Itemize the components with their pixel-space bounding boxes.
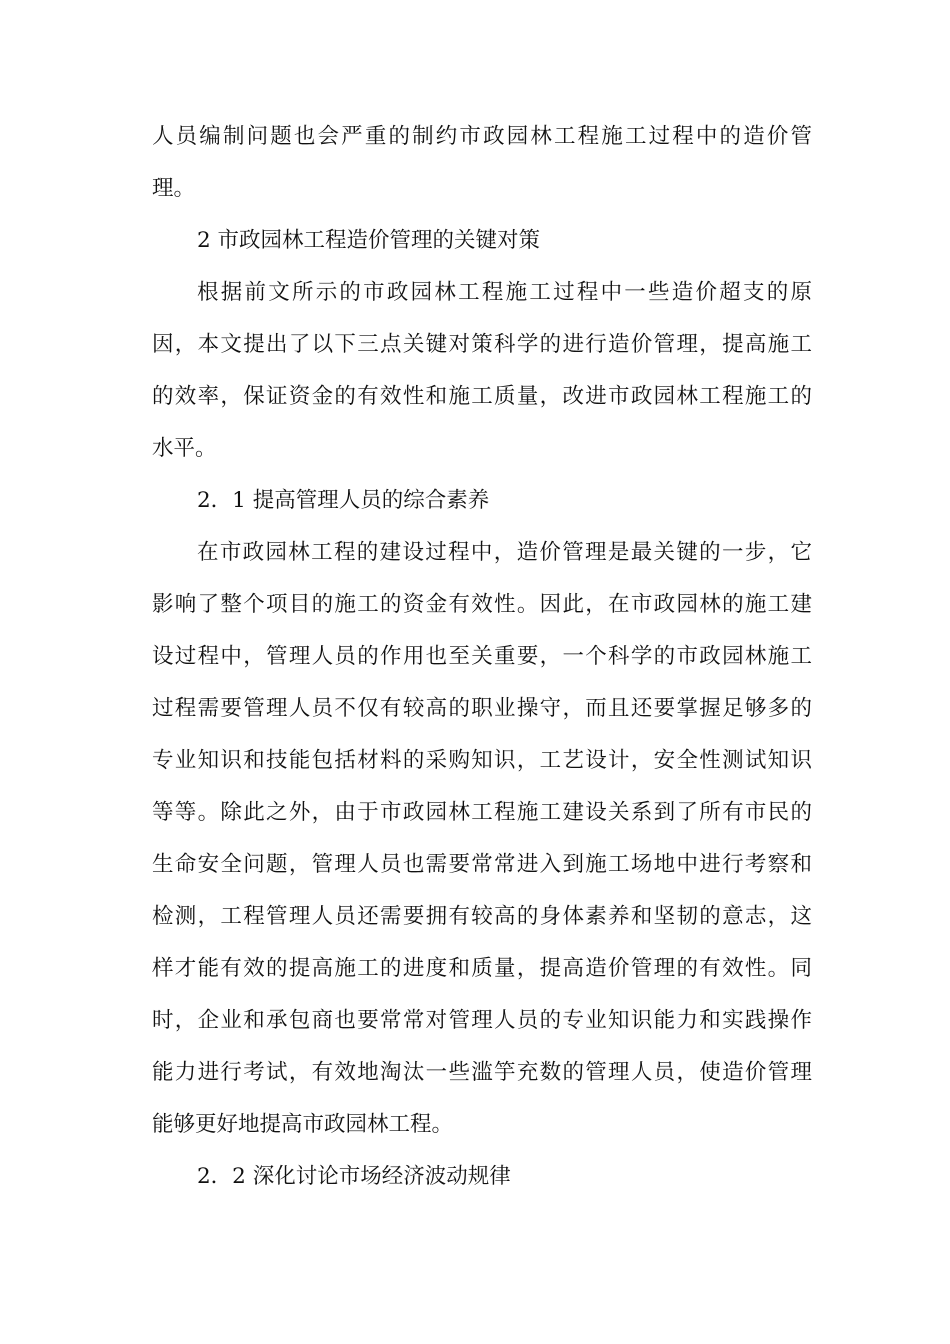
paragraph-line: 生命安全问题，管理人员也需要常常进入到施工场地中进行考察和 <box>152 852 812 877</box>
subsection-heading: 2．2 深化讨论市场经济波动规律 <box>197 1164 511 1189</box>
subsection-heading: 2．1 提高管理人员的综合素养 <box>197 488 490 513</box>
paragraph-line: 等等。除此之外，由于市政园林工程施工建设关系到了所有市民的 <box>152 800 812 825</box>
paragraph-line: 根据前文所示的市政园林工程施工过程中一些造价超支的原 <box>197 280 812 305</box>
paragraph-line: 检测，工程管理人员还需要拥有较高的身体素养和坚韧的意志，这 <box>152 904 812 929</box>
paragraph-line: 过程需要管理人员不仅有较高的职业操守，而且还要掌握足够多的 <box>152 696 812 721</box>
paragraph-line: 因，本文提出了以下三点关键对策科学的进行造价管理，提高施工 <box>152 332 812 357</box>
paragraph-line: 人员编制问题也会严重的制约市政园林工程施工过程中的造价管 <box>152 124 812 149</box>
paragraph-line: 的效率，保证资金的有效性和施工质量，改进市政园林工程施工的 <box>152 384 812 409</box>
paragraph-line: 时，企业和承包商也要常常对管理人员的专业知识能力和实践操作 <box>152 1008 812 1033</box>
paragraph-line: 专业知识和技能包括材料的采购知识，工艺设计，安全性测试知识 <box>152 748 812 773</box>
paragraph-line: 理。 <box>152 176 196 201</box>
paragraph-line: 设过程中，管理人员的作用也至关重要，一个科学的市政园林施工 <box>152 644 812 669</box>
section-heading: 2 市政园林工程造价管理的关键对策 <box>197 228 541 253</box>
paragraph-line: 水平。 <box>152 436 217 461</box>
paragraph-line: 在市政园林工程的建设过程中，造价管理是最关键的一步，它 <box>197 540 812 565</box>
paragraph-line: 能力进行考试，有效地淘汰一些滥竽充数的管理人员，使造价管理 <box>152 1060 812 1085</box>
paragraph-line: 影响了整个项目的施工的资金有效性。因此，在市政园林的施工建 <box>152 592 812 617</box>
paragraph-line: 能够更好地提高市政园林工程。 <box>152 1112 454 1137</box>
paragraph-line: 样才能有效的提高施工的进度和质量，提高造价管理的有效性。同 <box>152 956 812 981</box>
